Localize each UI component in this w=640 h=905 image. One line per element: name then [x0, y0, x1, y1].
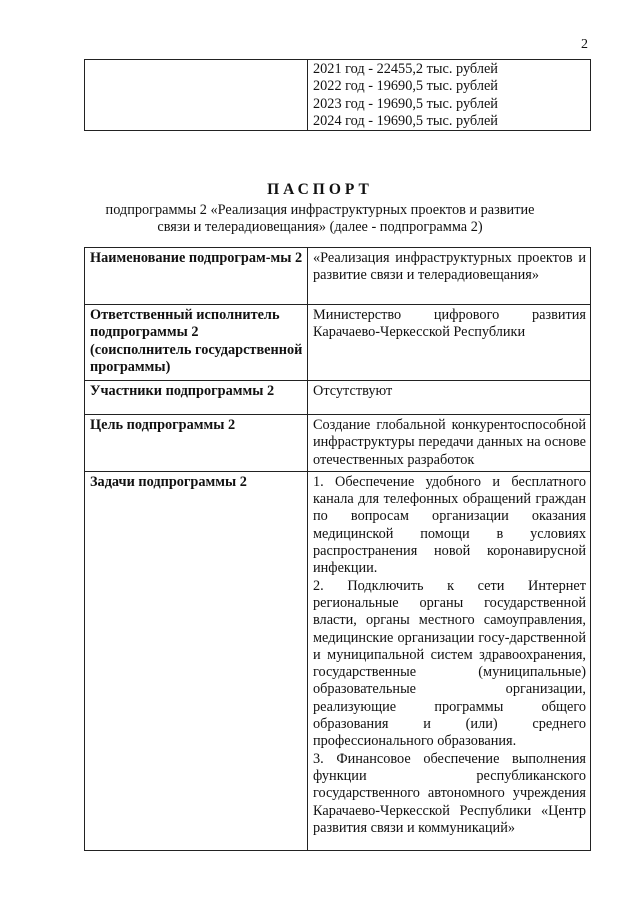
- row-value-participants: Отсутствуют: [308, 381, 591, 415]
- row-value-tasks: [308, 471, 591, 850]
- funding-row: [85, 60, 591, 131]
- row-value-name: «Реализация инфраструктурных проектов и развитие связи и телерадиовещания»: [308, 248, 591, 305]
- table-row: [85, 305, 591, 381]
- task-paragraph-3: 3. Финансовое обеспечение выполнения функции республиканского государственного автономного учреждения Карачаево-Черкесской Республики «Центр развития связи и коммуникаций»: [313, 750, 586, 836]
- funding-label-cell: [85, 60, 308, 131]
- page-number: 2: [581, 37, 588, 52]
- funding-line-2023: 2023 год - 19690,5 тыс. рублей: [313, 95, 498, 112]
- passport-subtitle-line-1: подпрограммы 2 «Реализация инфраструктурных проектов и развитие: [105, 202, 535, 218]
- row-value-goal: Создание глобальной конкурентоспособной инфраструктуры передачи данных на основе отечественных разработок: [308, 415, 591, 472]
- passport-title: ПАСПОРТ: [267, 181, 373, 198]
- table-row: [85, 471, 591, 850]
- passport-subtitle-line-2: связи и телерадиовещания» (далее - подпрограмма 2): [157, 219, 483, 235]
- table-row: [85, 381, 591, 415]
- funding-line-2024: 2024 год - 19690,5 тыс. рублей: [313, 112, 498, 129]
- funding-values-cell: [308, 60, 591, 131]
- task-paragraph-2: 2. Подключить к сети Интернет региональные органы государственной власти, органы местного самоуправления, медицинские организации госу-дарственной и муниципальной систем здравоохранения, государственные (муниципальные) образовательные организации, реализующие программы общего образования и (или) среднего профессионального образования.: [313, 577, 586, 750]
- funding-table: [84, 59, 591, 131]
- row-label-executor: Ответственный исполнитель подпрограммы 2 (соисполнитель государственной программы): [85, 305, 308, 381]
- funding-line-2022: 2022 год - 19690,5 тыс. рублей: [313, 78, 498, 95]
- row-label-goal: Цель подпрограммы 2: [85, 415, 308, 472]
- row-label-tasks: Задачи подпрограммы 2: [85, 471, 308, 850]
- row-value-executor: Министерство цифрового развития Карачаево-Черкесской Республики: [308, 305, 591, 381]
- task-paragraph-1: 1. Обеспечение удобного и бесплатного канала для телефонных обращений граждан по вопросам организации оказания медицинской помощи в условиях распространения новой коронавирусной инфекции.: [313, 473, 586, 577]
- passport-subtitle: [0, 202, 640, 236]
- passport-table: [84, 247, 591, 851]
- table-row: [85, 415, 591, 472]
- row-label-participants: Участники подпрограммы 2: [85, 381, 308, 415]
- table-row: [85, 248, 591, 305]
- funding-line-2021: 2021 год - 22455,2 тыс. рублей: [313, 61, 498, 77]
- row-label-name: Наименование подпрограм-мы 2: [85, 248, 308, 305]
